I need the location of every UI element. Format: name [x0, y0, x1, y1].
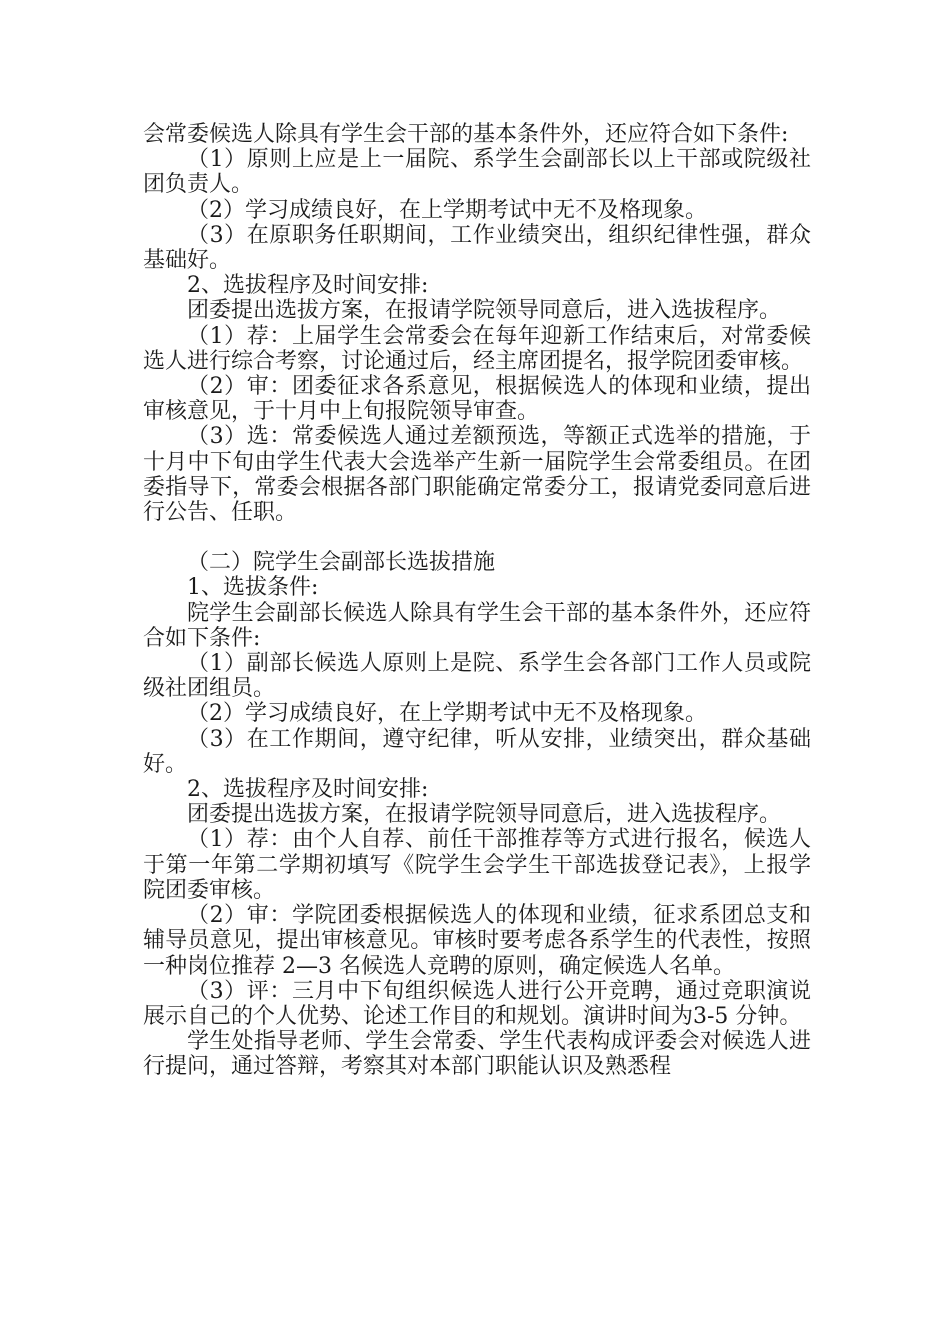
section1-step-1: （1）荐：上届学生会常委会在每年迎新工作结束后，对常委候选人进行综合考察，讨论通过后，经主席团提名，报学院团委审核。	[143, 323, 811, 374]
section1-condition-2: （2）学习成绩良好，在上学期考试中无不及格现象。	[187, 197, 707, 223]
section1-step-2: （2）审：团委征求各系意见，根据候选人的体现和业绩，提出审核意见，于十月中上旬报院领导审查。	[143, 374, 811, 425]
section2-step-2: （2）审：学院团委根据候选人的体现和业绩，征求系团总支和辅导员意见，提出审核意见。审核时要考虑各系学生的代表性，按照一种岗位推荐 2—3 名候选人竞聘的原则，确定候选人名单。	[143, 903, 811, 979]
section2-step-1: （1）荐：由个人自荐、前任干部推荐等方式进行报名，候选人于第一年第二学期初填写《院学生会学生干部选拔登记表》，上报学院团委审核。	[143, 827, 811, 903]
section2-heading: （二）院学生会副部长选拔措施	[187, 550, 496, 576]
section2-condition-3: （3）在工作期间，遵守纪律，听从安排，业绩突出，群众基础好。	[143, 726, 811, 777]
section2-procedure-intro: 团委提出选拔方案，在报请学院领导同意后，进入选拔程序。	[187, 802, 782, 828]
section1-step-3: （3）选：常委候选人通过差额预选，等额正式选举的措施，于十月中下旬由学生代表大会选举产生新一届院学生会常委组员。在团委指导下，常委会根据各部门职能确定常委分工，报请党委同意后进行公告、任职。	[143, 424, 811, 526]
section2-criteria-heading: 1、选拔条件:	[187, 575, 319, 601]
section2-procedure-heading: 2、选拔程序及时间安排:	[187, 777, 429, 803]
document-page	[143, 122, 811, 1080]
section2-condition-2: （2）学习成绩良好，在上学期考试中无不及格现象。	[187, 701, 707, 727]
section1-procedure-heading: 2、选拔程序及时间安排:	[187, 273, 429, 299]
section1-condition-3: （3）在原职务任职期间，工作业绩突出，组织纪律性强，群众基础好。	[143, 222, 811, 274]
section2-step-3: （3）评：三月中下旬组织候选人进行公开竞聘，通过竞职演说展示自己的个人优势、论述工作目的和规划。演讲时间为3-5 分钟。	[143, 978, 811, 1029]
section-gap	[143, 525, 811, 550]
section1-procedure-intro: 团委提出选拔方案，在报请学院领导同意后，进入选拔程序。	[187, 298, 782, 324]
section1-intro: 会常委候选人除具有学生会干部的基本条件外，还应符合如下条件:	[143, 122, 789, 147]
section2-intro: 院学生会副部长候选人除具有学生会干部的基本条件外，还应符合如下条件:	[143, 600, 811, 651]
section1-condition-1: （1）原则上应是上一届院、系学生会副部长以上干部或院级社团负责人。	[143, 147, 811, 198]
section2-condition-1: （1）副部长候选人原则上是院、系学生会各部门工作人员或院级社团组员。	[143, 651, 811, 702]
section2-closing: 学生处指导老师、学生会常委、学生代表构成评委会对候选人进行提问，通过答辩，考察其对本部门职能认识及熟悉程	[143, 1029, 811, 1080]
